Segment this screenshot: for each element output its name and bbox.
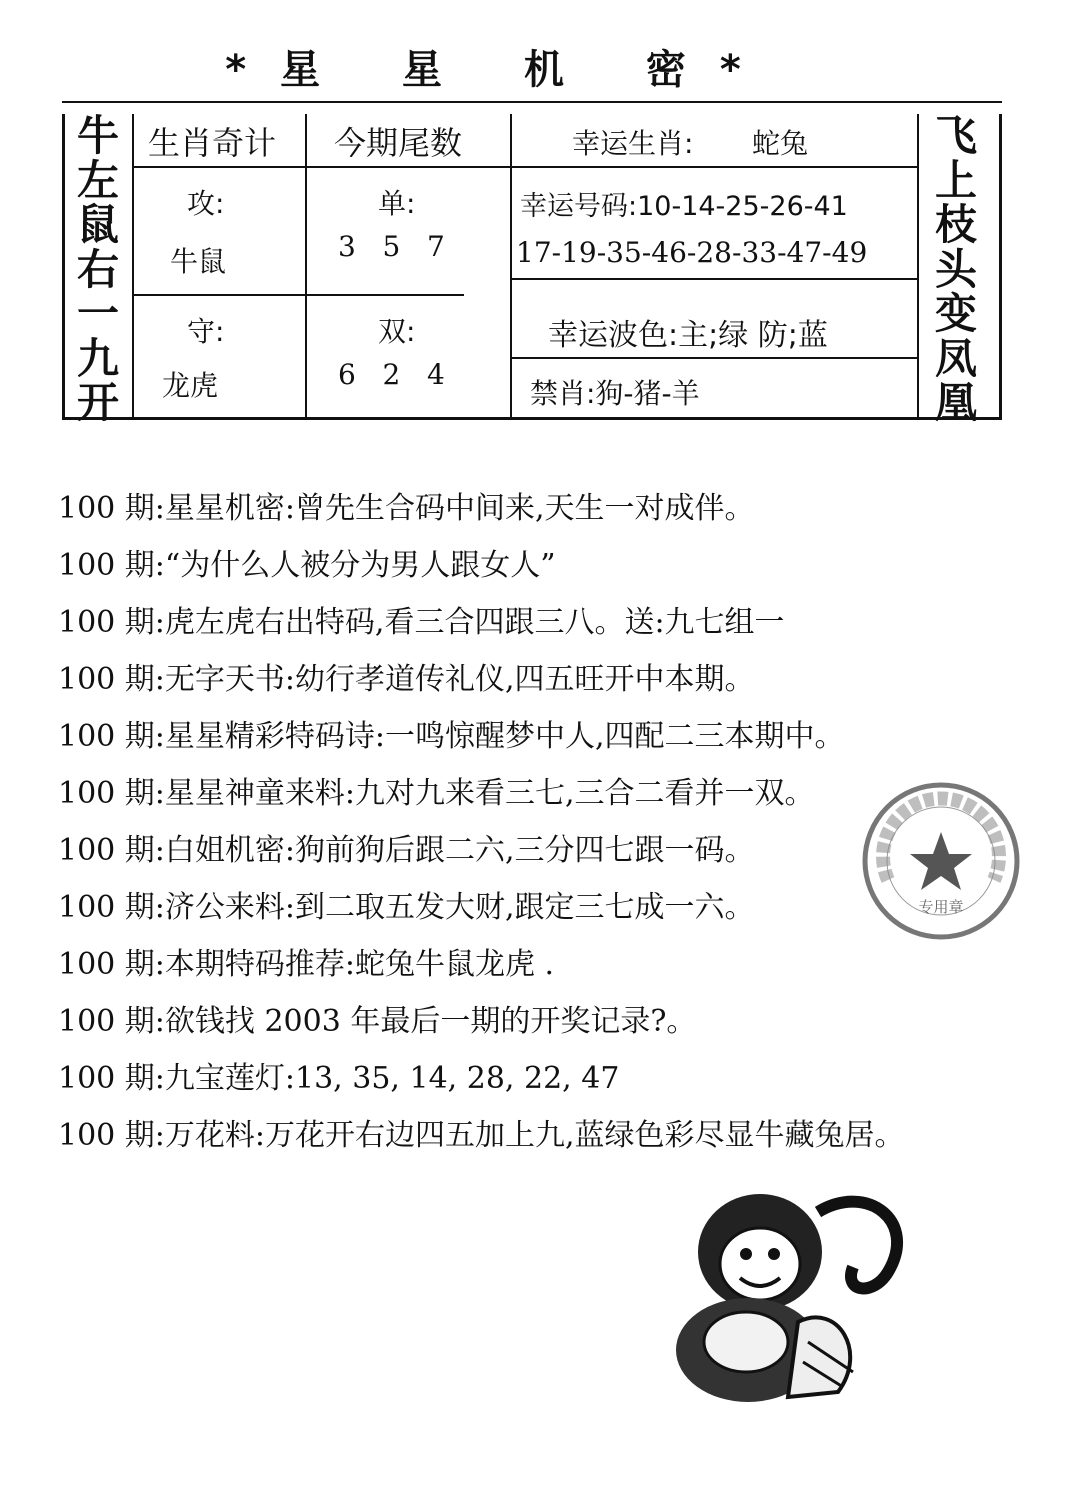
list-item: 100 期:白姐机密:狗前狗后跟二六,三分四七跟一码。 (58, 833, 755, 868)
list-item: 100 期:星星神童来料:九对九来看三七,三合二看并一双。 (58, 776, 815, 811)
right-char: 飞 (934, 111, 977, 160)
border (134, 166, 917, 168)
border (510, 114, 512, 420)
odd-label: 单: (378, 187, 416, 220)
border (134, 294, 464, 296)
lucky-numbers-line1: 幸运号码:10-14-25-26-41 (520, 191, 848, 222)
lucky-numbers-line2: 17-19-35-46-28-33-47-49 (516, 236, 868, 269)
left-char: 牛 (76, 111, 119, 160)
list-item: 100 期:“为什么人被分为男人跟女人” (58, 548, 556, 583)
list-item: 100 期:万花料:万花开右边四五加上九,蓝绿色彩尽显牛藏兔居。 (58, 1118, 905, 1153)
info-table (62, 111, 1002, 427)
list-item: 100 期:无字天书:幼行孝道传礼仪,四五旺开中本期。 (58, 662, 755, 697)
border (512, 278, 917, 280)
lucky-color: 幸运波色:主;绿 防;蓝 (548, 318, 828, 353)
border (62, 417, 1002, 420)
header-tail: 今期尾数 (334, 124, 463, 162)
list-item: 100 期:九宝莲灯:13, 35, 14, 28, 22, 47 (58, 1061, 620, 1096)
right-char: 头 (934, 244, 977, 294)
header-zodiac: 生肖奇计 (148, 124, 277, 162)
left-char: 开 (76, 378, 119, 427)
even-label: 双: (378, 315, 416, 348)
odd-values: 3 5 7 (338, 230, 445, 263)
right-char: 凤 (934, 333, 977, 383)
border (512, 357, 917, 359)
monkey-icon (668, 1182, 920, 1404)
right-char: 枝 (934, 200, 977, 249)
list-item: 100 期:星星精彩特码诗:一鸣惊醒梦中人,四配二三本期中。 (58, 719, 845, 754)
banned-zodiac: 禁肖:狗-猪-羊 (530, 377, 700, 410)
attack-value: 牛鼠 (170, 245, 227, 278)
page-title: *星 星 机 密* (225, 47, 775, 93)
list-item: 100 期:本期特码推荐:蛇兔牛鼠龙虎 . (58, 947, 555, 982)
right-char: 凰 (934, 378, 977, 427)
border (917, 114, 919, 420)
seal-stamp-icon (860, 780, 1022, 942)
defend-label: 守: (187, 315, 225, 348)
list-item: 100 期:欲钱找 2003 年最后一期的开奖记录?。 (58, 1004, 697, 1039)
border (132, 114, 134, 420)
lucky-zodiac-value: 蛇兔 (752, 127, 809, 160)
border (62, 114, 65, 420)
border (305, 114, 307, 420)
right-char: 上 (934, 155, 977, 205)
list-item: 100 期:济公来料:到二取五发大财,跟定三七成一六。 (58, 890, 755, 925)
left-char: 一 (76, 289, 119, 338)
top-rule (62, 101, 1002, 103)
svg-text:专用章: 专用章 (918, 898, 964, 916)
list-item: 100 期:星星机密:曾先生合码中间来,天生一对成伴。 (58, 491, 755, 526)
right-vertical-text (928, 111, 984, 427)
lucky-zodiac-label: 幸运生肖: (572, 127, 694, 160)
left-char: 左 (76, 155, 119, 205)
defend-value: 龙虎 (162, 369, 219, 402)
left-char: 右 (76, 244, 119, 294)
even-values: 6 2 4 (338, 358, 445, 391)
left-char: 九 (76, 333, 119, 383)
left-char: 鼠 (76, 200, 119, 249)
list-item: 100 期:虎左虎右出特码,看三合四跟三八。送:九七组一 (58, 605, 785, 640)
right-char: 变 (934, 289, 977, 338)
left-vertical-text (70, 111, 126, 427)
border (999, 114, 1002, 420)
attack-label: 攻: (187, 187, 225, 220)
